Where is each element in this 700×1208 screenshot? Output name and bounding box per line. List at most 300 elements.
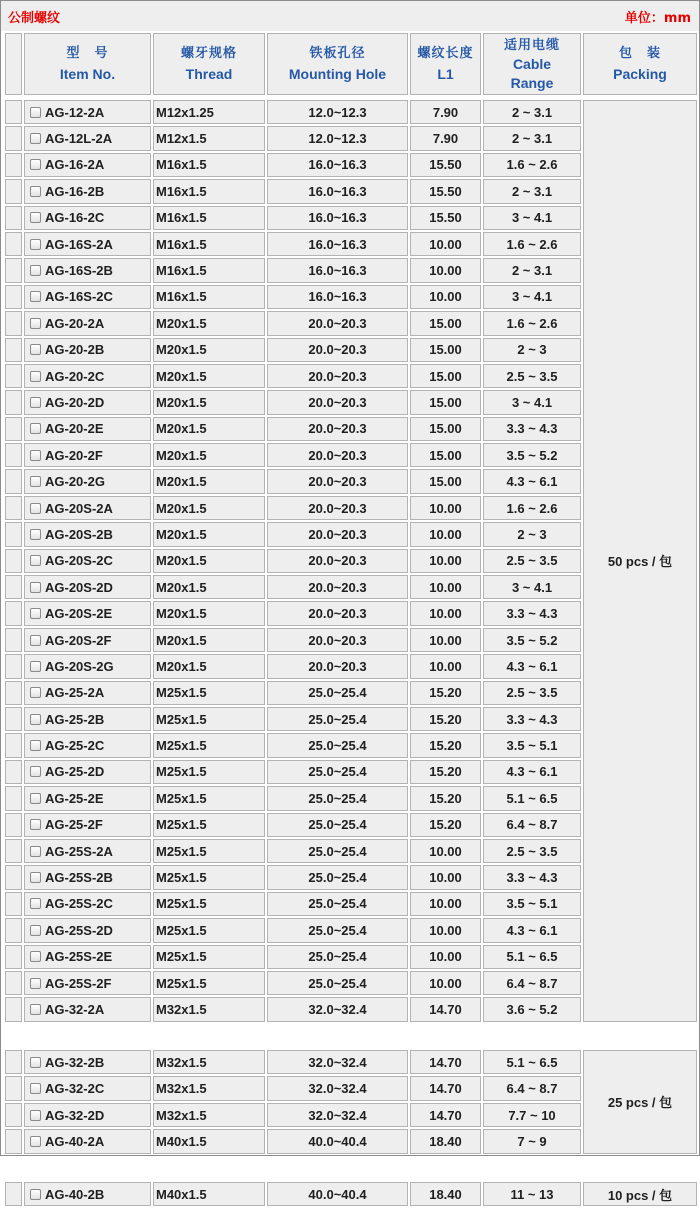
header-hole [267, 33, 408, 95]
thread-cell: M20x1.5 [153, 443, 265, 467]
row-checkbox[interactable] [30, 186, 41, 197]
hole-cell: 16.0~16.3 [267, 285, 408, 309]
row-checkbox[interactable] [30, 344, 41, 355]
length-cell: 10.00 [410, 971, 481, 995]
row-checkbox[interactable] [30, 265, 41, 276]
header-length-en: L1 [437, 66, 454, 82]
row-checkbox[interactable] [30, 687, 41, 698]
cable-cell: 1.6 ~ 2.6 [483, 232, 581, 256]
row-checkbox[interactable] [30, 661, 41, 672]
item-no: AG-20S-2A [45, 500, 113, 516]
cable-cell: 2.5 ~ 3.5 [483, 681, 581, 705]
title-bar [1, 1, 699, 31]
item-no: AG-25S-2E [45, 949, 113, 965]
length-cell: 10.00 [410, 839, 481, 863]
item-cell [24, 338, 151, 362]
row-lead-cell [5, 179, 22, 203]
cable-cell: 3.5 ~ 5.1 [483, 892, 581, 916]
cable-cell: 6.4 ~ 8.7 [483, 813, 581, 837]
length-cell: 15.00 [410, 469, 481, 493]
header-length [410, 33, 481, 95]
item-cell [24, 681, 151, 705]
header-item [24, 33, 151, 95]
item-no: AG-25-2E [45, 790, 104, 806]
hole-cell: 25.0~25.4 [267, 813, 408, 837]
row-lead-cell [5, 865, 22, 889]
item-cell [24, 971, 151, 995]
packing-cell: 10 pcs / 包 [583, 1182, 697, 1206]
item-cell [24, 469, 151, 493]
hole-cell: 25.0~25.4 [267, 945, 408, 969]
cable-cell: 2.5 ~ 3.5 [483, 839, 581, 863]
item-cell [24, 258, 151, 282]
item-no: AG-25S-2B [45, 870, 113, 886]
row-lead-cell [5, 126, 22, 150]
length-cell: 15.00 [410, 338, 481, 362]
cable-cell: 4.3 ~ 6.1 [483, 760, 581, 784]
thread-cell: M20x1.5 [153, 496, 265, 520]
item-cell [24, 865, 151, 889]
row-checkbox[interactable] [30, 107, 41, 118]
row-lead-cell [5, 338, 22, 362]
cable-cell: 7.7 ~ 10 [483, 1103, 581, 1127]
item-cell [24, 786, 151, 810]
hole-cell: 20.0~20.3 [267, 364, 408, 388]
thread-cell: M16x1.5 [153, 153, 265, 177]
row-lead-cell [5, 469, 22, 493]
spec-rows [5, 100, 697, 1206]
row-checkbox[interactable] [30, 397, 41, 408]
item-cell [24, 654, 151, 678]
item-no: AG-25S-2F [45, 975, 112, 991]
cable-cell: 3 ~ 4.1 [483, 575, 581, 599]
thread-cell: M25x1.5 [153, 681, 265, 705]
length-cell: 18.40 [410, 1182, 481, 1206]
thread-cell: M25x1.5 [153, 813, 265, 837]
thread-cell: M32x1.5 [153, 1103, 265, 1127]
row-lead-cell [5, 997, 22, 1021]
item-cell [24, 839, 151, 863]
item-no: AG-32-2A [45, 1001, 105, 1017]
spec-table [3, 31, 699, 1208]
row-checkbox[interactable] [30, 846, 41, 857]
thread-cell: M16x1.5 [153, 179, 265, 203]
cable-cell: 4.3 ~ 6.1 [483, 918, 581, 942]
thread-cell: M20x1.5 [153, 522, 265, 546]
row-lead-cell [5, 1103, 22, 1127]
header-thread-zh: 螺牙规格 [180, 46, 237, 61]
row-checkbox[interactable] [30, 1004, 41, 1015]
cable-cell: 5.1 ~ 6.5 [483, 1050, 581, 1074]
row-checkbox[interactable] [30, 423, 41, 434]
hole-cell: 20.0~20.3 [267, 338, 408, 362]
cable-cell: 1.6 ~ 2.6 [483, 496, 581, 520]
item-no: AG-12-2A [45, 104, 105, 120]
length-cell: 15.00 [410, 443, 481, 467]
cable-cell: 2 ~ 3.1 [483, 258, 581, 282]
length-cell: 7.90 [410, 126, 481, 150]
thread-cell: M32x1.5 [153, 1076, 265, 1100]
header-cable-en1: Cable [512, 55, 552, 72]
item-no: AG-32-2C [45, 1081, 105, 1097]
item-no: AG-20-2E [45, 421, 104, 437]
item-cell [24, 1103, 151, 1127]
thread-cell: M20x1.5 [153, 549, 265, 573]
item-cell [24, 575, 151, 599]
hole-cell: 25.0~25.4 [267, 681, 408, 705]
row-lead-cell [5, 601, 22, 625]
row-checkbox[interactable] [30, 898, 41, 909]
item-no: AG-16S-2B [45, 263, 113, 279]
header-item-zh: 型 号 [66, 46, 109, 61]
item-no: AG-16-2C [45, 210, 105, 226]
thread-cell: M16x1.5 [153, 285, 265, 309]
row-lead-cell [5, 206, 22, 230]
row-checkbox[interactable] [30, 978, 41, 989]
header-item-en: Item No. [59, 66, 116, 82]
header-hole-en: Mounting Hole [288, 66, 387, 82]
cable-cell: 3.3 ~ 4.3 [483, 707, 581, 731]
item-cell [24, 1050, 151, 1074]
row-lead-cell [5, 892, 22, 916]
hole-cell: 32.0~32.4 [267, 1076, 408, 1100]
length-cell: 15.00 [410, 364, 481, 388]
row-lead-cell [5, 311, 22, 335]
row-checkbox[interactable] [30, 318, 41, 329]
item-cell [24, 1076, 151, 1100]
hole-cell: 25.0~25.4 [267, 839, 408, 863]
row-lead-cell [5, 153, 22, 177]
thread-cell: M32x1.5 [153, 1050, 265, 1074]
cable-cell: 4.3 ~ 6.1 [483, 469, 581, 493]
item-no: AG-20-2G [45, 474, 105, 490]
row-checkbox[interactable] [30, 925, 41, 936]
row-checkbox[interactable] [30, 291, 41, 302]
length-cell: 10.00 [410, 945, 481, 969]
item-cell [24, 232, 151, 256]
item-cell [24, 997, 151, 1021]
header-length-zh: 螺纹长度 [417, 46, 474, 61]
length-cell: 14.70 [410, 1050, 481, 1074]
thread-cell: M25x1.5 [153, 971, 265, 995]
cable-cell: 2 ~ 3 [483, 522, 581, 546]
thread-cell: M25x1.5 [153, 839, 265, 863]
cable-cell: 1.6 ~ 2.6 [483, 311, 581, 335]
thread-cell: M20x1.5 [153, 417, 265, 441]
length-cell: 15.00 [410, 417, 481, 441]
row-lead-cell [5, 654, 22, 678]
row-checkbox[interactable] [30, 529, 41, 540]
item-no: AG-20S-2C [45, 553, 113, 569]
item-no: AG-20-2C [45, 368, 105, 384]
hole-cell: 32.0~32.4 [267, 1103, 408, 1127]
thread-cell: M16x1.5 [153, 232, 265, 256]
hole-cell: 16.0~16.3 [267, 179, 408, 203]
length-cell: 10.00 [410, 522, 481, 546]
cable-cell: 6.4 ~ 8.7 [483, 1076, 581, 1100]
cable-cell: 5.1 ~ 6.5 [483, 945, 581, 969]
row-lead-cell [5, 760, 22, 784]
thread-cell: M16x1.5 [153, 258, 265, 282]
cable-cell: 3.5 ~ 5.1 [483, 733, 581, 757]
cable-cell: 3.5 ~ 5.2 [483, 628, 581, 652]
item-cell [24, 390, 151, 414]
hole-cell: 12.0~12.3 [267, 126, 408, 150]
row-checkbox[interactable] [30, 1057, 41, 1068]
thread-cell: M25x1.5 [153, 918, 265, 942]
thread-cell: M20x1.5 [153, 601, 265, 625]
thread-cell: M16x1.5 [153, 206, 265, 230]
row-checkbox[interactable] [30, 819, 41, 830]
header-packing [583, 33, 697, 95]
row-lead-cell [5, 1050, 22, 1074]
length-cell: 7.90 [410, 100, 481, 124]
length-cell: 10.00 [410, 575, 481, 599]
thread-cell: M20x1.5 [153, 311, 265, 335]
header-packing-zh: 包 装 [618, 46, 661, 61]
item-cell [24, 364, 151, 388]
item-no: AG-16-2B [45, 183, 105, 199]
row-lead-cell [5, 628, 22, 652]
row-checkbox[interactable] [30, 133, 41, 144]
length-cell: 10.00 [410, 654, 481, 678]
item-no: AG-20S-2E [45, 606, 113, 622]
row-checkbox[interactable] [30, 872, 41, 883]
row-checkbox[interactable] [30, 951, 41, 962]
hole-cell: 40.0~40.4 [267, 1182, 408, 1206]
row-checkbox[interactable] [30, 1110, 41, 1121]
item-no: AG-25S-2A [45, 843, 113, 859]
row-lead-cell [5, 549, 22, 573]
header-spacer [5, 97, 697, 98]
row-checkbox[interactable] [30, 212, 41, 223]
item-no: AG-16S-2A [45, 236, 113, 252]
row-checkbox[interactable] [30, 159, 41, 170]
length-cell: 10.00 [410, 285, 481, 309]
row-checkbox[interactable] [30, 1136, 41, 1147]
cable-cell: 3.3 ~ 4.3 [483, 601, 581, 625]
hole-cell: 16.0~16.3 [267, 258, 408, 282]
item-no: AG-20-2A [45, 315, 105, 331]
row-lead-cell [5, 496, 22, 520]
row-checkbox[interactable] [30, 766, 41, 777]
cable-cell: 3 ~ 4.1 [483, 285, 581, 309]
row-checkbox[interactable] [30, 371, 41, 382]
item-no: AG-40-2A [45, 1133, 105, 1149]
row-lead-cell [5, 733, 22, 757]
length-cell: 10.00 [410, 918, 481, 942]
packing-cell: 50 pcs / 包 [583, 100, 697, 1022]
hole-cell: 25.0~25.4 [267, 865, 408, 889]
hole-cell: 20.0~20.3 [267, 417, 408, 441]
row-checkbox[interactable] [30, 476, 41, 487]
header-packing-en: Packing [613, 66, 667, 82]
header-cable [483, 33, 581, 95]
item-cell [24, 813, 151, 837]
cable-cell: 3 ~ 4.1 [483, 206, 581, 230]
row-lead-cell [5, 522, 22, 546]
row-lead-cell [5, 390, 22, 414]
item-no: AG-20S-2F [45, 632, 112, 648]
item-cell [24, 760, 151, 784]
hole-cell: 20.0~20.3 [267, 496, 408, 520]
length-cell: 15.20 [410, 786, 481, 810]
row-lead-cell [5, 707, 22, 731]
length-cell: 10.00 [410, 628, 481, 652]
thread-cell: M20x1.5 [153, 364, 265, 388]
cable-cell: 4.3 ~ 6.1 [483, 654, 581, 678]
section-title: 公制螺纹 [8, 11, 61, 26]
item-no: AG-40-2B [45, 1186, 105, 1202]
row-checkbox[interactable] [30, 714, 41, 725]
hole-cell: 20.0~20.3 [267, 522, 408, 546]
item-cell [24, 945, 151, 969]
item-cell [24, 601, 151, 625]
length-cell: 18.40 [410, 1129, 481, 1153]
row-lead-cell [5, 1182, 22, 1206]
cable-cell: 3.6 ~ 5.2 [483, 997, 581, 1021]
item-cell [24, 549, 151, 573]
thread-cell: M32x1.5 [153, 997, 265, 1021]
length-cell: 14.70 [410, 997, 481, 1021]
length-cell: 15.20 [410, 813, 481, 837]
item-cell [24, 126, 151, 150]
thread-cell: M20x1.5 [153, 338, 265, 362]
cable-cell: 2.5 ~ 3.5 [483, 549, 581, 573]
thread-cell: M25x1.5 [153, 760, 265, 784]
group-spacer [5, 1024, 697, 1048]
thread-cell: M40x1.5 [153, 1129, 265, 1153]
row-lead-cell [5, 100, 22, 124]
row-checkbox[interactable] [30, 1189, 41, 1200]
row-checkbox[interactable] [30, 582, 41, 593]
length-cell: 15.50 [410, 206, 481, 230]
length-cell: 10.00 [410, 549, 481, 573]
row-lead-cell [5, 786, 22, 810]
row-checkbox[interactable] [30, 1083, 41, 1094]
item-cell [24, 522, 151, 546]
row-checkbox[interactable] [30, 740, 41, 751]
header-thread [153, 33, 265, 95]
cable-cell: 2.5 ~ 3.5 [483, 364, 581, 388]
hole-cell: 25.0~25.4 [267, 786, 408, 810]
row-checkbox[interactable] [30, 635, 41, 646]
hole-cell: 32.0~32.4 [267, 1050, 408, 1074]
table-row [5, 1050, 697, 1074]
table-row [5, 1182, 697, 1206]
row-checkbox[interactable] [30, 239, 41, 250]
item-cell [24, 443, 151, 467]
item-no: AG-25-2D [45, 764, 105, 780]
length-cell: 10.00 [410, 496, 481, 520]
hole-cell: 20.0~20.3 [267, 311, 408, 335]
thread-cell: M25x1.5 [153, 733, 265, 757]
item-no: AG-32-2D [45, 1107, 105, 1123]
hole-cell: 25.0~25.4 [267, 892, 408, 916]
row-lead-cell [5, 285, 22, 309]
row-checkbox[interactable] [30, 503, 41, 514]
row-lead-cell [5, 417, 22, 441]
thread-cell: M20x1.5 [153, 654, 265, 678]
hole-cell: 16.0~16.3 [267, 153, 408, 177]
length-cell: 15.00 [410, 390, 481, 414]
header-lead [5, 33, 22, 95]
header-cable-en2: Range [510, 74, 554, 91]
thread-cell: M20x1.5 [153, 390, 265, 414]
thread-cell: M25x1.5 [153, 786, 265, 810]
row-lead-cell [5, 813, 22, 837]
row-lead-cell [5, 575, 22, 599]
item-no: AG-20-2F [45, 447, 103, 463]
item-cell [24, 496, 151, 520]
item-no: AG-20S-2G [45, 658, 114, 674]
row-checkbox[interactable] [30, 608, 41, 619]
length-cell: 15.00 [410, 311, 481, 335]
hole-cell: 20.0~20.3 [267, 575, 408, 599]
length-cell: 10.00 [410, 258, 481, 282]
thread-cell: M40x1.5 [153, 1182, 265, 1206]
length-cell: 15.20 [410, 733, 481, 757]
row-checkbox[interactable] [30, 450, 41, 461]
item-no: AG-20S-2D [45, 579, 113, 595]
hole-cell: 20.0~20.3 [267, 390, 408, 414]
row-lead-cell [5, 443, 22, 467]
row-lead-cell [5, 681, 22, 705]
cable-cell: 6.4 ~ 8.7 [483, 971, 581, 995]
group-spacer [5, 1156, 697, 1180]
item-no: AG-25-2A [45, 685, 105, 701]
hole-cell: 20.0~20.3 [267, 654, 408, 678]
row-lead-cell [5, 918, 22, 942]
item-no: AG-20-2B [45, 342, 105, 358]
item-no: AG-25-2F [45, 817, 103, 833]
hole-cell: 25.0~25.4 [267, 760, 408, 784]
cable-cell: 5.1 ~ 6.5 [483, 786, 581, 810]
hole-cell: 32.0~32.4 [267, 997, 408, 1021]
thread-cell: M12x1.5 [153, 126, 265, 150]
item-cell [24, 1129, 151, 1153]
length-cell: 15.20 [410, 681, 481, 705]
length-cell: 10.00 [410, 865, 481, 889]
hole-cell: 12.0~12.3 [267, 100, 408, 124]
hole-cell: 20.0~20.3 [267, 549, 408, 573]
row-checkbox[interactable] [30, 793, 41, 804]
thread-cell: M25x1.5 [153, 865, 265, 889]
hole-cell: 20.0~20.3 [267, 443, 408, 467]
item-no: AG-12L-2A [45, 131, 113, 147]
hole-cell: 20.0~20.3 [267, 469, 408, 493]
length-cell: 10.00 [410, 232, 481, 256]
item-no: AG-25S-2D [45, 922, 113, 938]
packing-cell: 25 pcs / 包 [583, 1050, 697, 1154]
item-cell [24, 311, 151, 335]
header-hole-zh: 铁板孔径 [309, 46, 366, 61]
item-no: AG-32-2B [45, 1054, 105, 1070]
row-lead-cell [5, 258, 22, 282]
item-no: AG-25S-2C [45, 896, 113, 912]
thread-cell: M25x1.5 [153, 892, 265, 916]
row-checkbox[interactable] [30, 555, 41, 566]
unit-label: 单位：mm [624, 11, 691, 26]
item-cell [24, 628, 151, 652]
cable-cell: 1.6 ~ 2.6 [483, 153, 581, 177]
length-cell: 14.70 [410, 1103, 481, 1127]
table-row [5, 100, 697, 124]
item-cell [24, 179, 151, 203]
length-cell: 15.50 [410, 179, 481, 203]
thread-cell: M20x1.5 [153, 469, 265, 493]
hole-cell: 25.0~25.4 [267, 707, 408, 731]
